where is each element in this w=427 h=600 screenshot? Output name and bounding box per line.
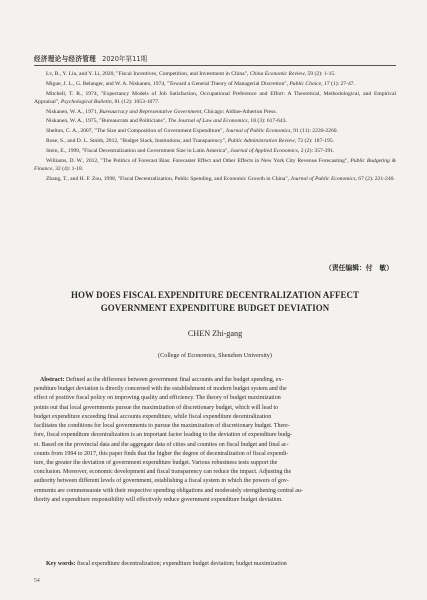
keywords-text: fiscal expenditure decentralization; expenditure budget deviation; budget maximization — [75, 561, 287, 567]
abstract-line: budget expenditure exceeding final accounts expenditure, while fiscal expenditure decentralization — [34, 413, 272, 420]
reference-item: Mitchell, T. R., 1974, "Expectancy Models of Job Satisfaction, Occupational Preference and Effort: A Theoretical, Methodological, and Empirical Appraisal", Psychological Bulletin, 81 (12): 1053-1077. — [34, 90, 396, 105]
reference-item: Niskanen, W. A., 1975, "Bureaucrats and Politicians", The Journal of Law and Economics, 18 (3): 617-643. — [46, 118, 287, 125]
english-title — [34, 289, 396, 314]
reference-item: Rose, S., and D. L. Smith, 2012, "Budget Slack, Institutions, and Transparency", Public Administration Review, 72 (2): 187-195. — [46, 137, 335, 144]
abstract-line: fore, fiscal expenditure decentralization is an important factor leading to the deviation of expenditure budg- — [34, 432, 293, 439]
author-affiliation: (College of Economics, Shenzhen University) — [158, 352, 272, 359]
reference-item: Shelton, C. A., 2007, "The Size and Composition of Government Expenditure", Journal of Public Economics, 91 (11): 2230-2260. — [46, 128, 338, 135]
reference-item: Niskanen, W. A., 1971, Bureaucracy and Representative Government, Chicago: Aldine-Atherton Press. — [46, 108, 277, 115]
abstract-label: Abstract: — [40, 377, 65, 383]
reference-item: Lv, B., Y. Liu, and Y. Li, 2020, "Fiscal Incentives, Competition, and Investment in China", China Economic Review, 59 (2): 1-15. — [46, 71, 336, 77]
abstract-line: et. Based on the provincial data and the aggregate data of cities and counties on fiscal budget and final ac- — [34, 441, 289, 448]
english-title-line: HOW DOES FISCAL EXPENDITURE DECENTRALIZATION AFFECT — [70, 290, 360, 300]
abstract-line: conclusion. Moreover, economic development and fiscal transparency can reduce the impact. Adjusting the — [34, 469, 292, 476]
reference-item: Stein, E., 1999, "Fiscal Decentralization and Government Size in Latin America", Journal of Applied Economics, 2 (2): 357-391. — [46, 147, 335, 154]
abstract-line: ture, the greater the deviation of government expenditure budget. Various robustness tests support the — [34, 459, 278, 466]
responsible-editor-note: （责任编辑：付 敏） — [325, 264, 393, 272]
keywords-label: Key words: — [46, 561, 76, 567]
running-header — [34, 53, 396, 66]
abstract-line: penditure budget deviation is directly concerned with the establishment of modern budget system and the — [34, 386, 287, 393]
abstract-line: thority and expenditure responsibility will effectively reduce government expenditure budget deviation. — [34, 496, 283, 503]
reference-item: Zhang, T., and H. F. Zou, 1998, "Fiscal Decentralization, Public Spending, and Economic Growth in China", Journal of Public Economics, 67 (2): 221-240. — [46, 175, 395, 182]
issue-number: 2020年第11期 — [102, 55, 148, 63]
abstract-line: counts from 1994 to 2017, this paper finds that the higher the degree of decentralization of fiscal expendi- — [34, 450, 289, 457]
english-title-line: GOVERNMENT EXPENDITURE BUDGET DEVIATION — [100, 302, 330, 313]
abstract-line: ernments are commensurate with their respective spending obligations and moderately strengthening central au- — [34, 487, 303, 494]
keywords — [34, 560, 396, 569]
abstract-line: facilitates the conditions for local governments to pursue the maximization of discretionary budget. There- — [34, 423, 290, 430]
journal-name: 经济理论与经济管理 — [34, 55, 97, 63]
page-number: 54 — [34, 578, 40, 584]
author-name: CHEN Zhi-gang — [187, 329, 243, 338]
abstract-line: effect of positive fiscal policy on improving quality and efficiency. The theory of budget maximization — [34, 395, 281, 402]
abstract-line: Abstract: Defined as the difference between government final accounts and the budget spending, ex- — [40, 377, 284, 383]
reference-item: Williams, D. W., 2012, "The Politics of Forecast Bias: Forecaster Effect and Other Effects in New York City Revenue Forecasting", Public Budgeting & Finance, 32 (4): 1-18. — [34, 157, 397, 172]
reference-list — [34, 70, 396, 184]
abstract-line: points out that local governments pursue the maximization of discretionary budget, which will lead to — [34, 404, 279, 411]
reference-item: Migue, J. L., G. Belanger, and W. A. Niskanen, 1974, "Toward a General Theory of Managerial Discretion", Public Choice, 17 (1): 27-47. — [46, 80, 355, 87]
abstract-line: authority between different levels of government, establishing a fiscal system in which the powers of gov- — [34, 478, 289, 485]
english-abstract — [34, 376, 396, 505]
